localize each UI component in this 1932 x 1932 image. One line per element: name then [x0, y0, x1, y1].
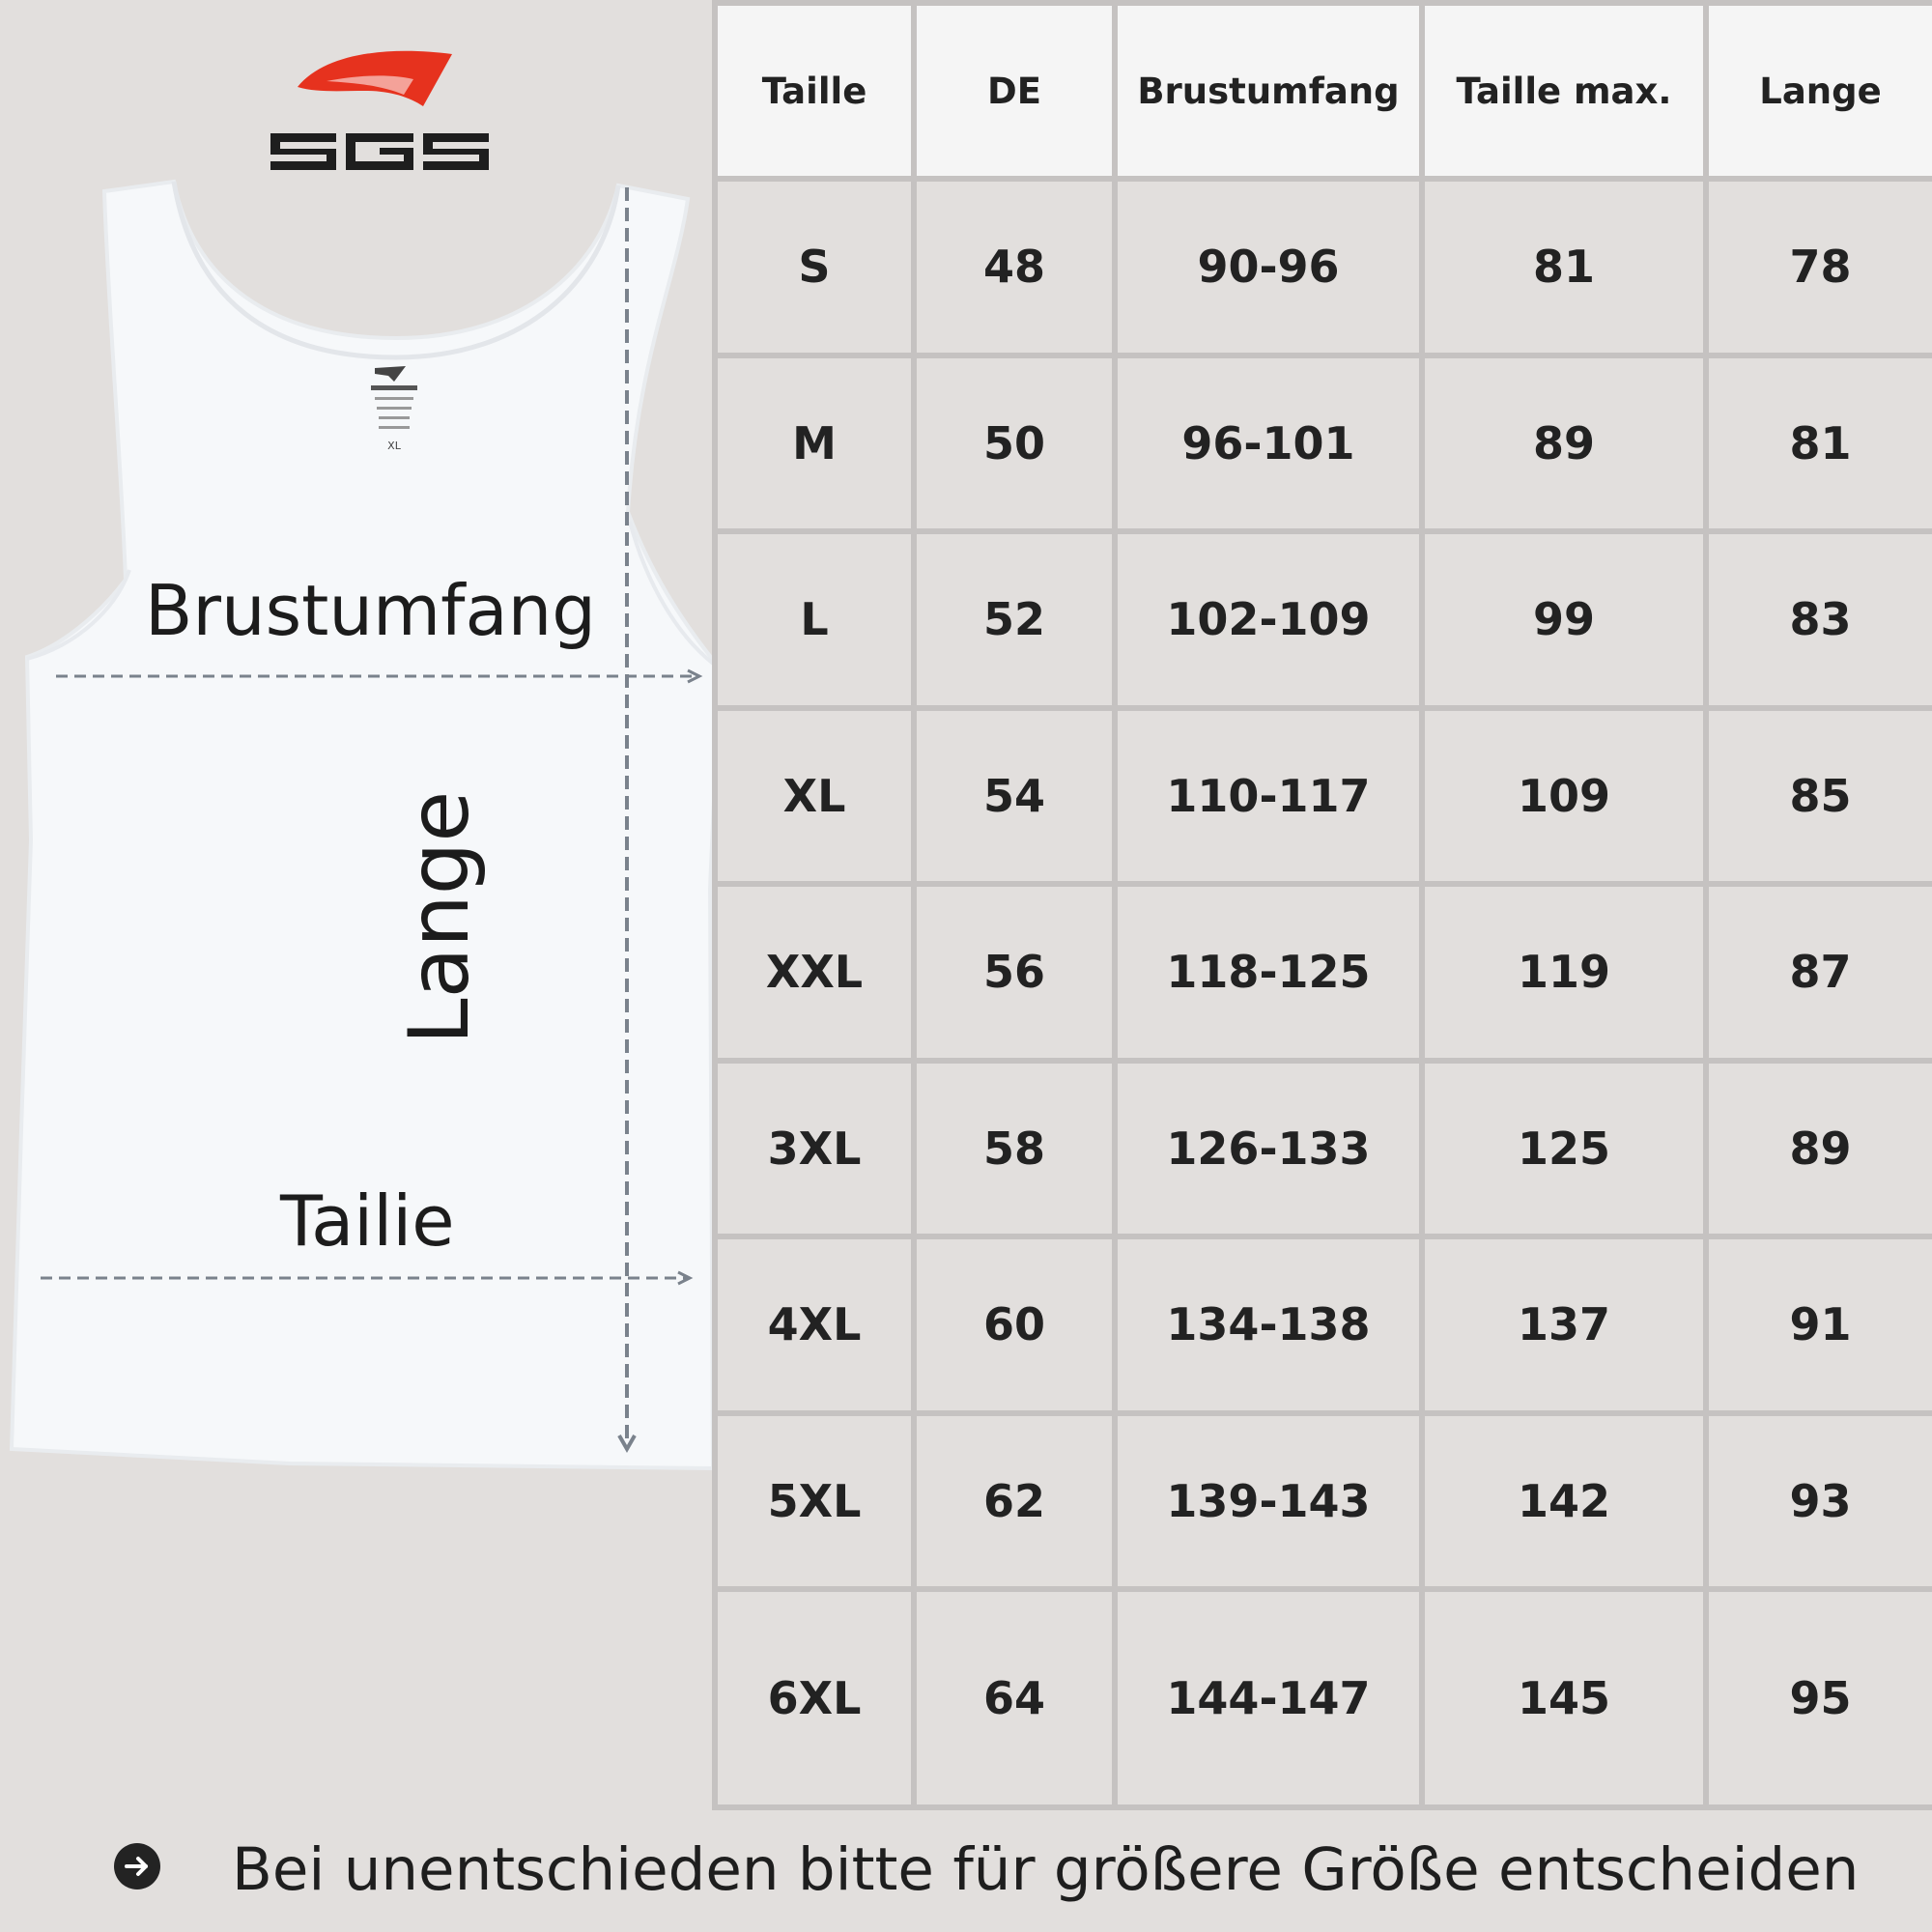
brustumfang-label: Brustumfang [145, 570, 596, 651]
cell-taille-max: 142 [1422, 1413, 1706, 1590]
cell-brustumfang: 126-133 [1115, 1061, 1422, 1237]
cell-brustumfang: 134-138 [1115, 1236, 1422, 1413]
cell-brustumfang: 144-147 [1115, 1589, 1422, 1807]
cell-taille: XL [715, 708, 914, 885]
header-brustumfang: Brustumfang [1115, 3, 1422, 179]
table-row [715, 179, 1932, 355]
table-row [715, 355, 1932, 532]
cell-taille-max: 81 [1422, 179, 1706, 355]
cell-lange: 89 [1706, 1061, 1932, 1237]
table-row [715, 884, 1932, 1061]
cell-brustumfang: 118-125 [1115, 884, 1422, 1061]
cell-de: 62 [914, 1413, 1115, 1590]
table-row [715, 1061, 1932, 1237]
cell-lange: 78 [1706, 179, 1932, 355]
footer-note: Bei unentschieden bitte für größere Größe entscheiden [232, 1835, 1860, 1904]
sgs-logo [269, 46, 491, 172]
tank-top-illustration [0, 164, 734, 1478]
cell-brustumfang: 110-117 [1115, 708, 1422, 885]
cell-taille: XXL [715, 884, 914, 1061]
cell-brustumfang: 102-109 [1115, 531, 1422, 708]
cell-taille: L [715, 531, 914, 708]
cell-brustumfang: 96-101 [1115, 355, 1422, 532]
table-row [715, 531, 1932, 708]
header-de: DE [914, 3, 1115, 179]
cell-taille-max: 89 [1422, 355, 1706, 532]
cell-de: 48 [914, 179, 1115, 355]
size-chart-table [712, 0, 1932, 1810]
cell-brustumfang: 90-96 [1115, 179, 1422, 355]
cell-lange: 93 [1706, 1413, 1932, 1590]
cell-de: 50 [914, 355, 1115, 532]
cell-taille-max: 145 [1422, 1589, 1706, 1807]
cell-taille: S [715, 179, 914, 355]
cell-lange: 95 [1706, 1589, 1932, 1807]
header-taille-max: Taille max. [1422, 3, 1706, 179]
footer [0, 1816, 1932, 1932]
table-row [715, 1413, 1932, 1590]
cell-taille: 4XL [715, 1236, 914, 1413]
lange-label: Lange [391, 790, 488, 1045]
cell-de: 52 [914, 531, 1115, 708]
cell-de: 60 [914, 1236, 1115, 1413]
neck-tag-size: XL [387, 440, 401, 452]
cell-taille-max: 109 [1422, 708, 1706, 885]
cell-taille: 3XL [715, 1061, 914, 1237]
cell-de: 58 [914, 1061, 1115, 1237]
cell-taille-max: 137 [1422, 1236, 1706, 1413]
table-header-row [715, 3, 1932, 179]
product-diagram [0, 0, 715, 1816]
tank-top-body [12, 182, 720, 1468]
header-taille: Taille [715, 3, 914, 179]
cell-taille: M [715, 355, 914, 532]
table-row [715, 708, 1932, 885]
cell-taille-max: 119 [1422, 884, 1706, 1061]
cell-taille: 5XL [715, 1413, 914, 1590]
cell-taille: 6XL [715, 1589, 914, 1807]
table-row [715, 1589, 1932, 1807]
cell-lange: 91 [1706, 1236, 1932, 1413]
table-row [715, 1236, 1932, 1413]
cell-taille-max: 99 [1422, 531, 1706, 708]
cell-de: 56 [914, 884, 1115, 1061]
cell-brustumfang: 139-143 [1115, 1413, 1422, 1590]
cell-taille-max: 125 [1422, 1061, 1706, 1237]
cell-lange: 87 [1706, 884, 1932, 1061]
cell-de: 64 [914, 1589, 1115, 1807]
arrow-right-circle-icon [114, 1843, 160, 1889]
cell-lange: 83 [1706, 531, 1932, 708]
taille-label: Tailie [280, 1180, 455, 1262]
cell-lange: 81 [1706, 355, 1932, 532]
header-lange: Lange [1706, 3, 1932, 179]
cell-lange: 85 [1706, 708, 1932, 885]
table-body [715, 179, 1932, 1807]
cell-de: 54 [914, 708, 1115, 885]
